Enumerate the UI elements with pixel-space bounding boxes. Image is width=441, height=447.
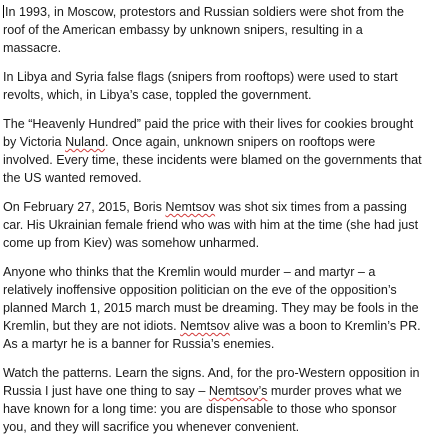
- text-line: [3, 115, 439, 133]
- text-line: [3, 86, 439, 104]
- text-segment: Russia I just have one thing to say –: [3, 384, 209, 398]
- text-segment: relatively inoffensive opposition politician on the eve of the opposition’s: [3, 283, 397, 297]
- text-segment: you, and they will sacrifice you whenever convenient.: [3, 420, 300, 434]
- text-segment: Anyone who thinks that the Kremlin would murder – and martyr – a: [3, 265, 376, 279]
- text-segment: As a martyr he is a banner for Russia’s enemies.: [3, 337, 275, 351]
- misspelled-word: Nemtsov: [180, 319, 230, 333]
- text-segment: . Once again, unknown snipers on rooftops were: [105, 135, 376, 149]
- misspelled-word: Nemtsov: [165, 200, 216, 214]
- text-line: [3, 68, 439, 86]
- text-line: [3, 151, 439, 169]
- text-line: [3, 198, 439, 216]
- text-segment: roof of the American embassy by unknown snipers, resulting in a: [3, 23, 363, 37]
- misspelled-word: Nuland: [65, 135, 105, 149]
- paragraph: [3, 115, 439, 187]
- text-line: [3, 39, 439, 57]
- text-line: [3, 418, 439, 436]
- text-segment: In Libya and Syria false flags (snipers from rooftops) were used to start: [3, 70, 398, 84]
- text-line: [3, 216, 439, 234]
- paragraph: [3, 263, 439, 353]
- paragraph: [3, 68, 439, 104]
- text-line: [3, 382, 439, 400]
- text-cursor: [3, 5, 4, 18]
- text-segment: Kremlin, but they are not idiots.: [3, 319, 181, 333]
- text-segment: alive was a boon to Kremlin’s PR.: [229, 319, 421, 333]
- text-segment: by Victoria: [3, 135, 66, 149]
- text-segment: In 1993, in Moscow, protestors and Russian soldiers were shot from the: [5, 5, 404, 19]
- text-segment: come up from Kiev) was somehow unharmed.: [3, 236, 260, 250]
- text-line: [3, 3, 439, 21]
- text-segment: involved. Every time, these incidents were blamed on the governments that: [3, 153, 422, 167]
- text-line: [3, 281, 439, 299]
- text-line: [3, 335, 439, 353]
- document-body[interactable]: [3, 3, 439, 447]
- text-line: [3, 21, 439, 39]
- text-line: [3, 317, 439, 335]
- text-line: [3, 364, 439, 382]
- text-segment: Watch the patterns. Learn the signs. And, for the pro-Western opposition in: [3, 366, 420, 380]
- text-line: [3, 400, 439, 418]
- text-line: [3, 299, 439, 317]
- text-segment: The “Heavenly Hundred” paid the price with their lives for cookies brought: [3, 117, 414, 131]
- paragraph: [3, 198, 439, 252]
- text-segment: massacre.: [3, 41, 62, 55]
- text-segment: revolts, which, in Libya’s case, toppled the government.: [3, 88, 312, 102]
- text-segment: On February 27, 2015, Boris: [3, 200, 166, 214]
- text-line: [3, 133, 439, 151]
- text-segment: was shot six times from a passing: [215, 200, 407, 214]
- text-segment: planned March 1, 2015 march must be dreaming. They may be fools in the: [3, 301, 419, 315]
- text-segment: car. His Ukrainian female friend who was with him at the time (she had just: [3, 218, 419, 232]
- text-line: [3, 169, 439, 187]
- text-line: [3, 263, 439, 281]
- text-segment: have known for a long time: you are dispensable to those who sponsor: [3, 402, 397, 416]
- paragraph: [3, 3, 439, 57]
- text-line: [3, 234, 439, 252]
- paragraph: [3, 364, 439, 436]
- misspelled-word: Nemtsov’s: [208, 384, 268, 398]
- text-segment: murder proves what we: [267, 384, 402, 398]
- text-segment: the US wanted removed.: [3, 171, 142, 185]
